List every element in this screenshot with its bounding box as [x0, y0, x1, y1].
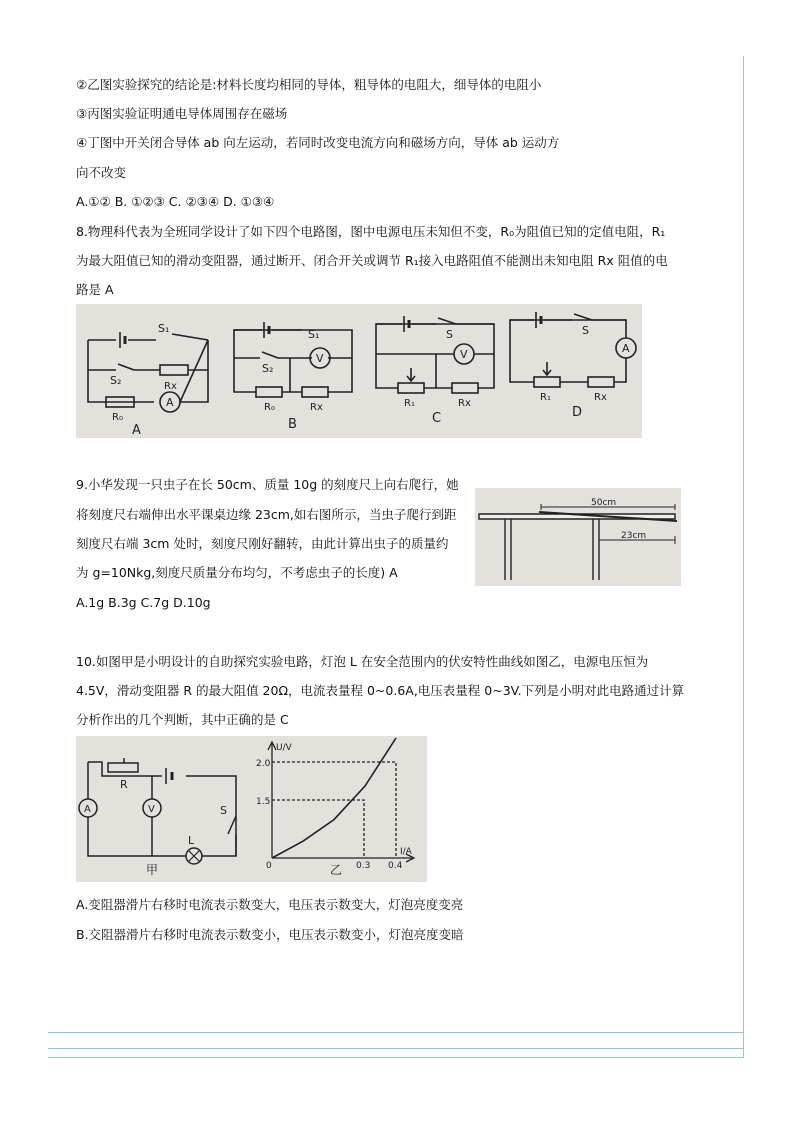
q10-option-a: A.变阻器滑片右移时电流表示数变大，电压表示数变大，灯泡亮度变亮: [76, 897, 464, 912]
figure-label-jia: 甲: [146, 863, 159, 877]
label-rx: Rx: [594, 392, 607, 403]
q9-line-1: 9.小华发现一只虫子在长 50cm、质量 10g 的刻度尺上向右爬行，她: [76, 477, 459, 492]
label-l: L: [188, 834, 195, 847]
label-s: S: [446, 328, 453, 341]
label-s1: S₁: [158, 322, 170, 335]
q9-line-2: 将刻度尺右端伸出水平课桌边缘 23cm,如右图所示，当虫子爬行到距: [76, 507, 457, 522]
q9-options: A.1g B.3g C.7g D.10g: [76, 595, 211, 610]
figure-letter: D: [572, 405, 583, 420]
circuit-c: [376, 316, 494, 393]
q8-circuit-figure: [76, 304, 642, 438]
q10-line-2: 4.5V，滑动变阻器 R 的最大阻值 20Ω，电流表量程 0~0.6A,电压表量程 0~3V.下列是小明对此电路通过计算: [76, 683, 685, 698]
text-line: ③丙图实验证明通电导体周围存在磁场: [76, 106, 288, 121]
voltmeter-symbol: V: [148, 804, 155, 815]
x-tick-0.3: 0.3: [356, 861, 371, 871]
label-s: S: [582, 324, 589, 337]
ruler-length-label: 50cm: [591, 498, 617, 508]
circuit-d: [510, 312, 636, 387]
figure-letter: B: [288, 417, 297, 432]
q10-figure: [76, 736, 427, 882]
figure-label-yi: 乙: [330, 863, 343, 877]
right-margin-line: [743, 56, 744, 1058]
label-r0: R₀: [112, 412, 123, 423]
text-line: ④丁图中开关闭合导体 ab 向左运动，若同时改变电流方向和磁场方向，导体 ab 运动方: [76, 135, 560, 150]
x-axis-label: I/A: [400, 847, 412, 857]
text-line: 向不改变: [76, 165, 127, 180]
y-tick-1.5: 1.5: [256, 797, 271, 807]
label-r1: R₁: [540, 392, 551, 403]
overhang-label: 23cm: [621, 531, 647, 541]
figure-letter: C: [432, 411, 442, 426]
q8-line-3: 路是 A: [76, 282, 114, 297]
label-s2: S₂: [262, 362, 274, 375]
q10-line-3: 分析作出的几个判断，其中正确的是 C: [76, 712, 289, 727]
q8-line-1: 8.物理科代表为全班同学设计了如下四个电路图，图中电源电压未知但不变，R₀为阻值已知的定值电阻，R₁: [76, 224, 666, 239]
circuit-b: [234, 322, 352, 397]
q8-line-2: 为最大阻值已知的滑动变阻器，通过断开、闭合开关或调节 R₁接入电路阻值不能测出未知电阻 Rx 阻值的电: [76, 253, 668, 268]
y-axis-label: U/V: [276, 743, 292, 753]
bottom-rule-3: [48, 1057, 744, 1058]
ammeter-symbol: A: [622, 342, 630, 355]
bottom-rule-1: [48, 1032, 744, 1033]
circuit-a: [88, 332, 208, 412]
options-line: A.①② B. ①②③ C. ②③④ D. ①③④: [76, 194, 275, 209]
bottom-rule-2: [48, 1048, 744, 1049]
figure-letter: A: [132, 423, 141, 438]
circuit-jia: [79, 758, 236, 864]
q10-line-1: 10.如图甲是小明设计的自助探究实验电路，灯泡 L 在安全范围内的伏安特性曲线如图乙，电源电压恒为: [76, 654, 649, 669]
label-rx: Rx: [458, 398, 471, 409]
q10-option-b: B.交阻器滑片右移时电流表示数变小，电压表示数变小，灯泡亮度变暗: [76, 927, 464, 942]
label-s1: S₁: [308, 328, 320, 341]
q9-line-4: 为 g=10Nkg,刻度尺质量分布均匀，不考虑虫子的长度) A: [76, 565, 398, 580]
q9-ruler-figure: [475, 488, 681, 586]
label-rx: Rx: [164, 381, 177, 392]
voltmeter-symbol: V: [460, 348, 468, 361]
label-r0: R₀: [264, 402, 275, 413]
label-s2: S₂: [110, 374, 122, 387]
y-tick-2.0: 2.0: [256, 759, 271, 769]
label-r: R: [120, 778, 128, 791]
desk-legs: [505, 519, 599, 580]
ammeter-symbol: A: [166, 396, 174, 409]
iv-graph: [268, 738, 414, 862]
label-r1: R₁: [404, 398, 415, 409]
x-tick-0.4: 0.4: [388, 861, 403, 871]
voltmeter-symbol: V: [316, 352, 324, 365]
label-s: S: [220, 804, 227, 817]
label-rx: Rx: [310, 402, 323, 413]
q9-line-3: 刻度尺右端 3cm 处时，刻度尺刚好翻转，由此计算出虫子的质量约: [76, 536, 449, 551]
text-line: ②乙图实验探究的结论是:材料长度均相同的导体，粗导体的电阻大，细导体的电阻小: [76, 77, 542, 92]
origin-label: 0: [266, 861, 272, 871]
ammeter-symbol: A: [84, 804, 91, 815]
iv-curve-series: [272, 738, 396, 858]
